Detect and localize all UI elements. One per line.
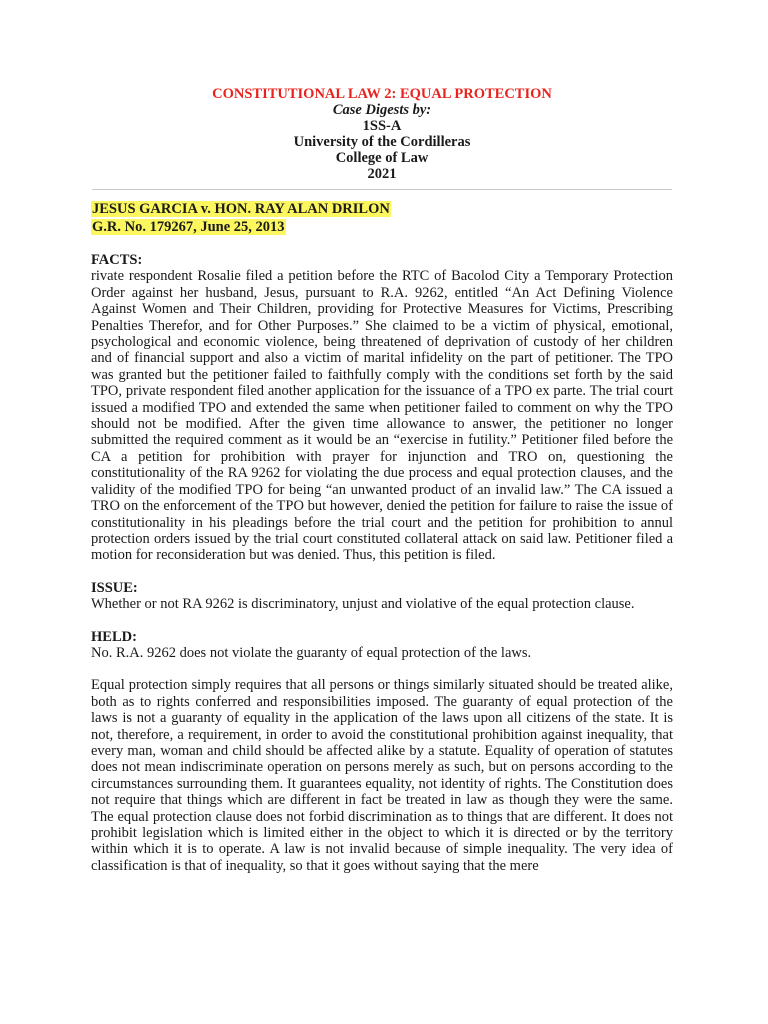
college-name: College of Law <box>335 150 429 166</box>
document-subtitle: Case Digests by: <box>332 102 432 118</box>
document-title: CONSTITUTIONAL LAW 2: EQUAL PROTECTION <box>212 86 552 102</box>
held-heading: HELD: <box>91 628 137 645</box>
document-year: 2021 <box>367 166 397 182</box>
case-name: JESUS GARCIA v. HON. RAY ALAN DRILON <box>92 201 390 217</box>
section-name: 1SS-A <box>362 118 402 134</box>
case-heading <box>91 200 673 236</box>
facts-text: rivate respondent Rosalie filed a petition before the RTC of Bacolod City a Temporary Protection Order against her husband, Jesus, pursuant to R.A. 9262, entitled “An Act Defining Violence Against Women and Their Children, providing for Protective Measures for Victims, Prescribing Penalties Therefor, and for Other Purposes.” She claimed to be a victim of physical, emotional, psychological and economic violence, being threatened of deprivation of custody of her children and of financial support and also a victim of marital infidelity on the part of petitioner. The TPO was granted but the petitioner failed to faithfully comply with the conditions set forth by the said TPO, private respondent filed another application for the issuance of a TPO ex parte. The trial court issued a modified TPO and extended the same when petitioner failed to comment on why the TPO should not be modified. After the given time allowance to answer, the petitioner no longer submitted the required comment as it would be an “exercise in futility.” Petitioner filed before the CA a petition for prohibition with prayer for injunction and TRO on, questioning the constitutionality of the RA 9262 for violating the due process and equal protection clauses, and the validity of the modified TPO for being “an unwanted product of an invalid law.” The CA issued a TRO on the enforcement of the TPO but however, denied the petition for failure to raise the issue of constitutionality in his pleadings before the trial court and the petition for prohibition to annul protection orders issued by the trial court constituted collateral attack on said law. Petitioner filed a motion for reconsideration but was denied. Thus, this petition is filed. <box>91 268 673 564</box>
facts-heading: FACTS: <box>91 252 143 268</box>
held-discussion-text: Equal protection simply requires that all persons or things similarly situated should be treated alike, both as to rights conferred and responsibilities imposed. The guaranty of equal protection of the laws is not a guaranty of equality in the application of the laws upon all citizens of the state. It is not, therefore, a requirement, in order to avoid the constitutional prohibition against inequality, that every man, woman and child should be affected alike by a statute. Equality of operation of statutes does not mean indiscriminate operation on persons merely as such, but on persons according to the circumstances surrounding them. It guarantees equality, not identity of rights. The Constitution does not require that things which are different in fact be treated in law as though they were the same. The equal protection clause does not forbid discrimination as to things that are different. It does not prohibit legislation which is limited either in the object to which it is directed or by the territory within which it is to operate. A law is not invalid because of simple inequality. The very idea of classification is that of inequality, so that it goes without saying that the mere <box>91 677 673 874</box>
held-text: No. R.A. 9262 does not violate the guaranty of equal protection of the laws. <box>91 644 532 661</box>
document-header <box>91 86 673 182</box>
issue-heading: ISSUE: <box>91 579 138 596</box>
document-page <box>91 86 673 874</box>
case-gr-number: G.R. No. 179267, June 25, 2013 <box>92 219 285 235</box>
university-name: University of the Cordilleras <box>293 134 471 150</box>
issue-text: Whether or not RA 9262 is discriminatory, unjust and violative of the equal protection clause. <box>91 596 635 613</box>
header-divider <box>92 189 672 190</box>
